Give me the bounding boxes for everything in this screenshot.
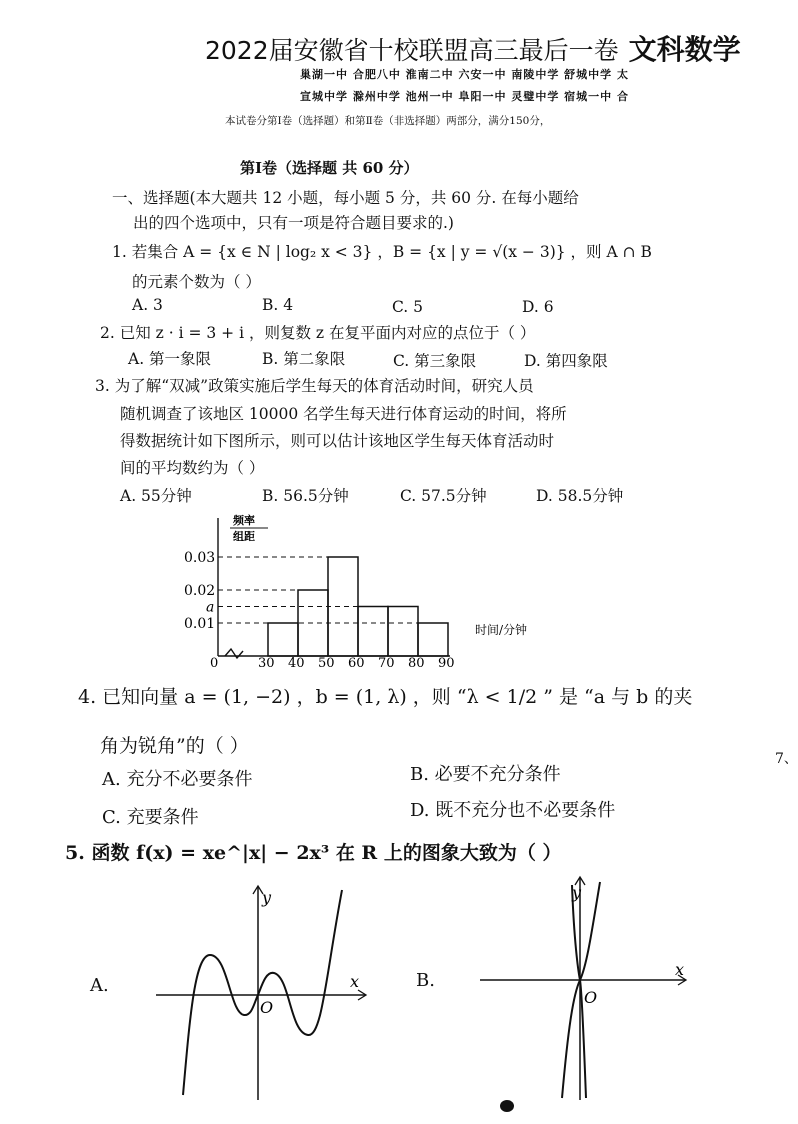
histogram-bar: [268, 623, 298, 656]
histogram-bar: [388, 607, 418, 657]
q5-graph-b: [470, 870, 700, 1105]
q2-option-d: D. 第四象限: [524, 352, 608, 370]
q1-option-d: D. 6: [522, 298, 554, 316]
q1-stem-start: 1. 若集合 A = {x ∈ N | log₂ x < 3} ，B = {x | y = √(x − 3)} ，则 A ∩ B: [112, 243, 652, 261]
q5-graph-a-label: A.: [90, 975, 109, 996]
q4-option-b: B. 必要不充分条件: [410, 764, 561, 785]
graph-a-x-label: x: [350, 972, 360, 991]
x-tick-label: 90: [438, 656, 455, 671]
graph-a-origin-label: O: [260, 998, 274, 1017]
y-tick-label: a: [206, 599, 215, 616]
q3-option-b: B. 56.5分钟: [262, 487, 349, 505]
exam-subject: 文科数学: [628, 33, 741, 66]
margin-mark: 7、: [775, 751, 798, 767]
exam-title: [205, 28, 741, 68]
y-tick-label: 0.03: [184, 550, 216, 566]
q5-stem: 5. 函数 f(x) = xe^|x| − 2x³ 在 R 上的图象大致为（ ）: [65, 842, 562, 864]
x-tick-label: 30: [258, 656, 275, 671]
q3-line-1: 3. 为了解“双减”政策实施后学生每天的体育活动时间，研究人员: [95, 377, 534, 395]
graph-b-y-label: y: [572, 883, 582, 902]
q2-stem: 2. 已知 z · i = 3 + i ，则复数 z 在复平面内对应的点位于（ ）: [100, 324, 536, 342]
x-tick-label: 40: [288, 656, 305, 671]
section-instruction-2: 出的四个选项中，只有一项是符合题目要求的.): [133, 214, 454, 232]
exam-title-text: 2022届安徽省十校联盟高三最后一卷: [205, 36, 619, 65]
ink-blot: [500, 1100, 514, 1112]
histogram-bar: [418, 623, 448, 656]
q3-option-a: A. 55分钟: [120, 487, 192, 505]
q4-line-2: 角为锐角”的（ ）: [100, 735, 249, 757]
section-instruction-1: 一、选择题(本大题共 12 小题，每小题 5 分，共 60 分. 在每小题给: [112, 189, 579, 207]
q4-option-a: A. 充分不必要条件: [102, 769, 253, 790]
schools-line-2: 宣城中学 滁州中学 池州一中 阜阳一中 灵璧中学 宿城一中 合: [300, 90, 629, 103]
q3-line-4: 间的平均数约为（ ）: [120, 459, 265, 477]
graph-b-origin-label: O: [584, 988, 598, 1007]
schools-line-1: 巢湖一中 合肥八中 淮南二中 六安一中 南陵中学 舒城中学 太: [300, 68, 629, 81]
histogram-bars: [218, 557, 448, 656]
x-tick-label: 70: [378, 656, 395, 671]
graph-a-curve: [183, 890, 342, 1095]
q3-line-2: 随机调查了该地区 10000 名学生每天进行体育运动的时间，将所: [120, 405, 567, 423]
q2-option-a: A. 第一象限: [128, 350, 212, 368]
frequency-histogram: [170, 510, 570, 675]
q4-line-1: 4. 已知向量 a = (1, −2) ，b = (1, λ) ，则 “λ < 1/2 ” 是 “a 与 b 的夹: [78, 686, 693, 708]
x-tick-label: 60: [348, 656, 365, 671]
q1-option-c: C. 5: [392, 298, 424, 316]
q5-graph-a: [150, 885, 380, 1105]
x-tick-label: 80: [408, 656, 425, 671]
q2-option-c: C. 第三象限: [393, 352, 477, 370]
graph-a-y-label: y: [262, 888, 272, 907]
q4-option-c: C. 充要条件: [102, 807, 199, 828]
q3-option-d: D. 58.5分钟: [536, 487, 624, 505]
x-tick-label: 50: [318, 656, 335, 671]
q3-option-c: C. 57.5分钟: [400, 487, 487, 505]
q5-graph-b-label: B.: [416, 970, 435, 991]
y-tick-label: 0.02: [184, 583, 216, 599]
y-label-top: 频率: [233, 514, 255, 527]
q1-stem-end: 的元素个数为（ ）: [132, 273, 261, 291]
histogram-bar: [358, 607, 388, 657]
exam-note: 本试卷分第Ⅰ卷（选择题）和第Ⅱ卷（非选择题）两部分，满分150分，: [225, 115, 551, 127]
y-tick-label: 0.01: [184, 616, 216, 632]
section-title: 第Ⅰ卷（选择题 共 60 分）: [240, 159, 419, 177]
q1-option-a: A. 3: [132, 296, 163, 314]
graph-b-x-label: x: [675, 960, 685, 979]
q1-option-b: B. 4: [262, 296, 294, 314]
q3-line-3: 得数据统计如下图所示，则可以估计该地区学生每天体育活动时: [120, 432, 555, 450]
x-axis-label: 时间/分钟: [475, 623, 528, 637]
q2-option-b: B. 第二象限: [262, 350, 346, 368]
y-label-bottom: 组距: [233, 530, 255, 543]
q4-option-d: D. 既不充分也不必要条件: [410, 800, 616, 821]
origin-label: 0: [210, 656, 219, 671]
